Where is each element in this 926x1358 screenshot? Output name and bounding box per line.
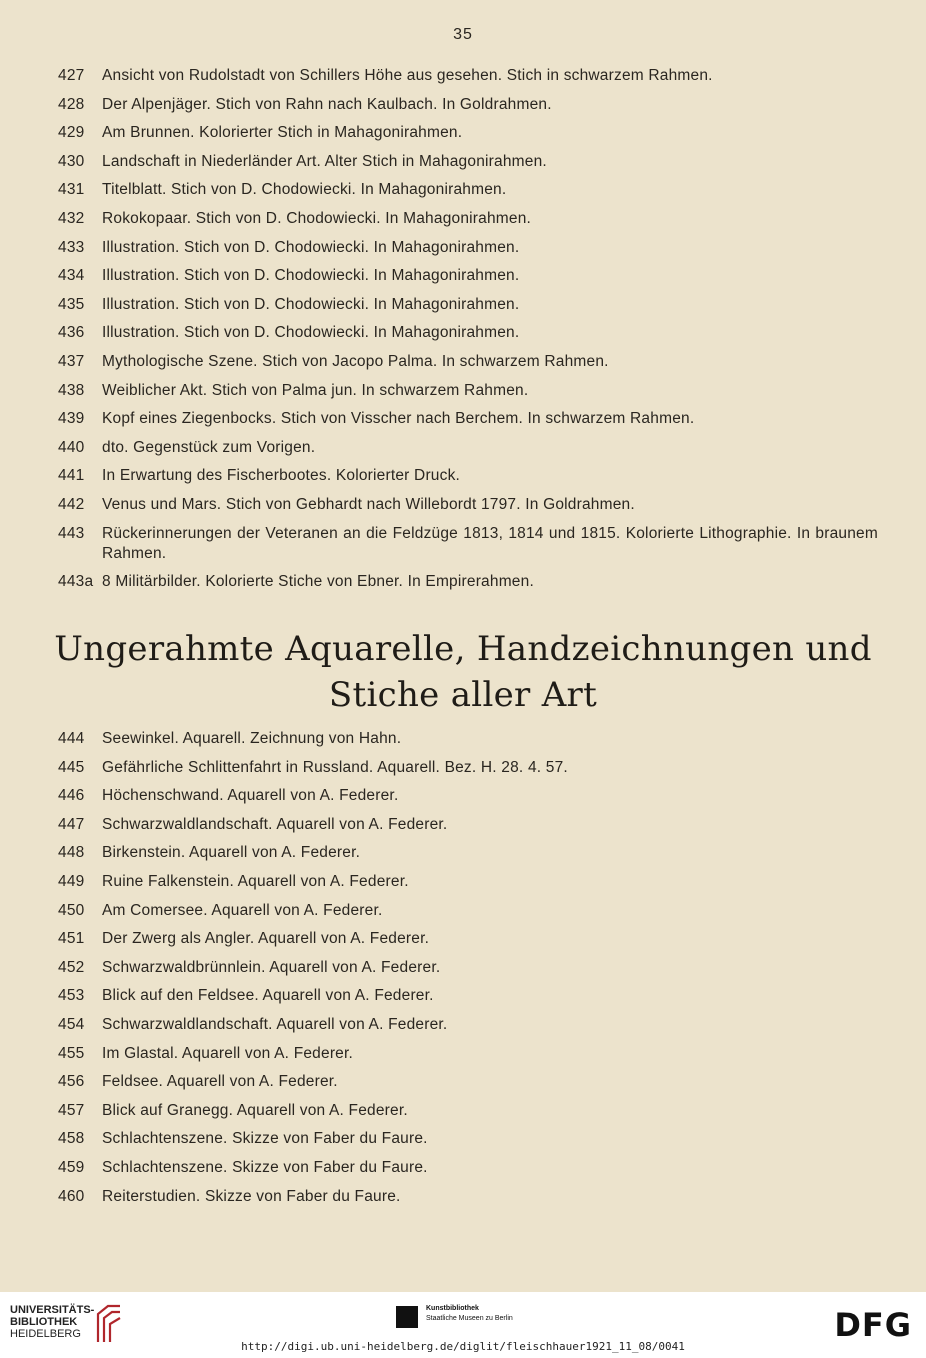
catalog-entry — [58, 954, 878, 983]
entry-description: Ansicht von Rudolstadt von Schillers Höhe aus gesehen. Stich in schwarzem Rahmen. — [102, 67, 713, 84]
entry-description: Feldsee. Aquarell von A. Federer. — [102, 1073, 338, 1091]
entry-description: Am Comersee. Aquarell von A. Federer. — [102, 901, 383, 919]
catalog-entry — [58, 319, 878, 348]
entry-number: 448 — [58, 844, 85, 862]
catalog-entry — [58, 839, 878, 868]
entry-description: Im Glastal. Aquarell von A. Federer. — [102, 1044, 354, 1062]
catalog-entry — [58, 568, 878, 597]
catalog-entry — [58, 868, 878, 897]
catalog-entry — [58, 811, 878, 840]
section-heading — [40, 626, 886, 718]
entry-number: 439 — [58, 410, 85, 428]
dfg-logo[interactable]: DFG — [834, 1306, 912, 1344]
permalink-url[interactable]: http://digi.ub.uni-heidelberg.de/diglit/fleischhauer1921_11_08/0041 — [241, 1340, 685, 1353]
catalog-entry — [58, 754, 878, 783]
entry-number: 460 — [58, 1187, 85, 1205]
entry-number: 451 — [58, 930, 85, 948]
uni-logo-line3: HEIDELBERG — [10, 1328, 81, 1340]
catalog-entry — [58, 1183, 878, 1212]
entry-number: 431 — [58, 181, 85, 199]
catalog-entry — [58, 176, 878, 205]
entry-number: 447 — [58, 815, 85, 833]
entry-number: 445 — [58, 758, 85, 776]
entry-description: Kopf eines Ziegenbocks. Stich von Visscher nach Berchem. In schwarzem Rahmen. — [102, 410, 695, 428]
catalog-entry — [58, 725, 878, 754]
entry-number: 454 — [58, 1015, 85, 1033]
catalog-entry — [58, 462, 878, 491]
entry-description: 8 Militärbilder. Kolorierte Stiche von Ebner. In Empirerahmen. — [102, 572, 534, 590]
catalog-entry — [58, 91, 878, 120]
entry-description: Am Brunnen. Kolorierter Stich in Mahagonirahmen. — [102, 124, 463, 142]
catalog-entry — [58, 897, 878, 926]
entry-description: Illustration. Stich von D. Chodowiecki. In Mahagonirahmen. — [102, 267, 520, 285]
unframed-items-list — [58, 725, 878, 1211]
uni-logo-line1: UNIVERSITÄTS- — [10, 1304, 95, 1316]
entry-number: 442 — [58, 495, 85, 513]
section-heading-line1: Ungerahmte Aquarelle, Handzeichnungen und — [54, 629, 872, 669]
entry-description: Rückerinnerungen der Veteranen an die Feldzüge 1813, 1814 und 1815. Kolorierte Lithographie. In braunem Rahmen. — [102, 524, 878, 562]
catalog-entry — [58, 982, 878, 1011]
entry-description: Venus und Mars. Stich von Gebhardt nach Willebordt 1797. In Goldrahmen. — [102, 495, 635, 513]
entry-number: 443a — [58, 572, 94, 590]
entry-number: 458 — [58, 1130, 85, 1148]
catalog-entry — [58, 119, 878, 148]
catalog-entry — [58, 1154, 878, 1183]
entry-number: 433 — [58, 238, 85, 256]
entry-description: Seewinkel. Aquarell. Zeichnung von Hahn. — [102, 730, 402, 747]
entry-description: Reiterstudien. Skizze von Faber du Faure. — [102, 1187, 401, 1205]
entry-description: dto. Gegenstück zum Vorigen. — [102, 438, 316, 456]
catalog-entry — [58, 148, 878, 177]
entry-description: Schwarzwaldlandschaft. Aquarell von A. Federer. — [102, 815, 448, 833]
entry-description: Illustration. Stich von D. Chodowiecki. In Mahagonirahmen. — [102, 324, 520, 342]
entry-description: Rokokopaar. Stich von D. Chodowiecki. In Mahagonirahmen. — [102, 209, 532, 227]
entry-description: Landschaft in Niederländer Art. Alter Stich in Mahagonirahmen. — [102, 152, 547, 170]
entry-description: Birkenstein. Aquarell von A. Federer. — [102, 844, 361, 862]
entry-description: Schlachtenszene. Skizze von Faber du Faure. — [102, 1158, 428, 1176]
entry-number: 429 — [58, 124, 85, 142]
catalog-entry — [58, 291, 878, 320]
entry-number: 434 — [58, 267, 85, 285]
entry-number: 453 — [58, 987, 85, 1005]
uni-logo-line2: BIBLIOTHEK — [10, 1316, 78, 1328]
catalog-entry — [58, 205, 878, 234]
catalog-entry — [58, 377, 878, 406]
entry-number: 449 — [58, 872, 85, 890]
entry-number: 435 — [58, 295, 85, 313]
kb-logo-line1: Kunstbibliothek — [426, 1305, 479, 1312]
entry-description: Blick auf den Feldsee. Aquarell von A. Federer. — [102, 987, 434, 1005]
catalog-entry — [58, 1097, 878, 1126]
entry-description: Schlachtenszene. Skizze von Faber du Faure. — [102, 1130, 428, 1148]
heidelberg-university-library-logo[interactable] — [10, 1304, 94, 1340]
catalog-entry — [58, 1125, 878, 1154]
viewer-footer — [0, 1292, 926, 1358]
catalog-entry — [58, 62, 878, 91]
section-heading-line2: Stiche aller Art — [328, 675, 598, 715]
entry-number: 436 — [58, 324, 85, 342]
catalog-entry — [58, 1068, 878, 1097]
entry-number: 441 — [58, 467, 85, 485]
catalog-entry — [58, 1040, 878, 1069]
entry-number: 427 — [58, 67, 85, 84]
entry-number: 456 — [58, 1073, 85, 1091]
catalog-entry — [58, 925, 878, 954]
kunstbibliothek-logo[interactable] — [396, 1304, 546, 1334]
framed-items-list — [58, 62, 878, 596]
catalog-entry — [58, 520, 878, 568]
entry-description: Blick auf Granegg. Aquarell von A. Federer. — [102, 1101, 408, 1119]
kunstbibliothek-mark-icon — [396, 1306, 418, 1328]
entry-number: 428 — [58, 95, 85, 113]
entry-number: 440 — [58, 438, 85, 456]
entry-number: 437 — [58, 352, 85, 370]
entry-number: 452 — [58, 958, 85, 976]
entry-description: Illustration. Stich von D. Chodowiecki. In Mahagonirahmen. — [102, 238, 520, 256]
library-emblem-icon — [94, 1302, 124, 1344]
catalog-entry — [58, 405, 878, 434]
entry-description: Weiblicher Akt. Stich von Palma jun. In schwarzem Rahmen. — [102, 381, 529, 399]
kb-logo-line2: Staatliche Museen zu Berlin — [426, 1315, 513, 1322]
entry-number: 430 — [58, 152, 85, 170]
entry-description: Titelblatt. Stich von D. Chodowiecki. In Mahagonirahmen. — [102, 181, 507, 199]
catalog-entry — [58, 234, 878, 263]
catalog-entry — [58, 434, 878, 463]
entry-number: 444 — [58, 730, 85, 747]
entry-description: Schwarzwaldlandschaft. Aquarell von A. Federer. — [102, 1015, 448, 1033]
entry-number: 455 — [58, 1044, 85, 1062]
entry-description: Höchenschwand. Aquarell von A. Federer. — [102, 787, 399, 805]
entry-number: 432 — [58, 209, 85, 227]
entry-description: Illustration. Stich von D. Chodowiecki. In Mahagonirahmen. — [102, 295, 520, 313]
entry-description: Schwarzwaldbrünnlein. Aquarell von A. Federer. — [102, 958, 441, 976]
entry-number: 459 — [58, 1158, 85, 1176]
entry-number: 450 — [58, 901, 85, 919]
catalog-entry — [58, 348, 878, 377]
entry-number: 457 — [58, 1101, 85, 1119]
entry-description: Der Alpenjäger. Stich von Rahn nach Kaulbach. In Goldrahmen. — [102, 95, 552, 113]
entry-description: Gefährliche Schlittenfahrt in Russland. Aquarell. Bez. H. 28. 4. 57. — [102, 758, 568, 776]
page-number: 35 — [453, 26, 473, 43]
entry-description: Ruine Falkenstein. Aquarell von A. Federer. — [102, 872, 409, 890]
entry-description: Mythologische Szene. Stich von Jacopo Palma. In schwarzem Rahmen. — [102, 352, 609, 370]
entry-number: 443 — [58, 524, 85, 542]
catalog-entry — [58, 1011, 878, 1040]
entry-number: 438 — [58, 381, 85, 399]
entry-number: 446 — [58, 787, 85, 805]
catalog-entry — [58, 262, 878, 291]
entry-description: Der Zwerg als Angler. Aquarell von A. Federer. — [102, 930, 430, 948]
entry-description: In Erwartung des Fischerbootes. Kolorierter Druck. — [102, 467, 461, 485]
catalog-entry — [58, 782, 878, 811]
catalog-entry — [58, 491, 878, 520]
